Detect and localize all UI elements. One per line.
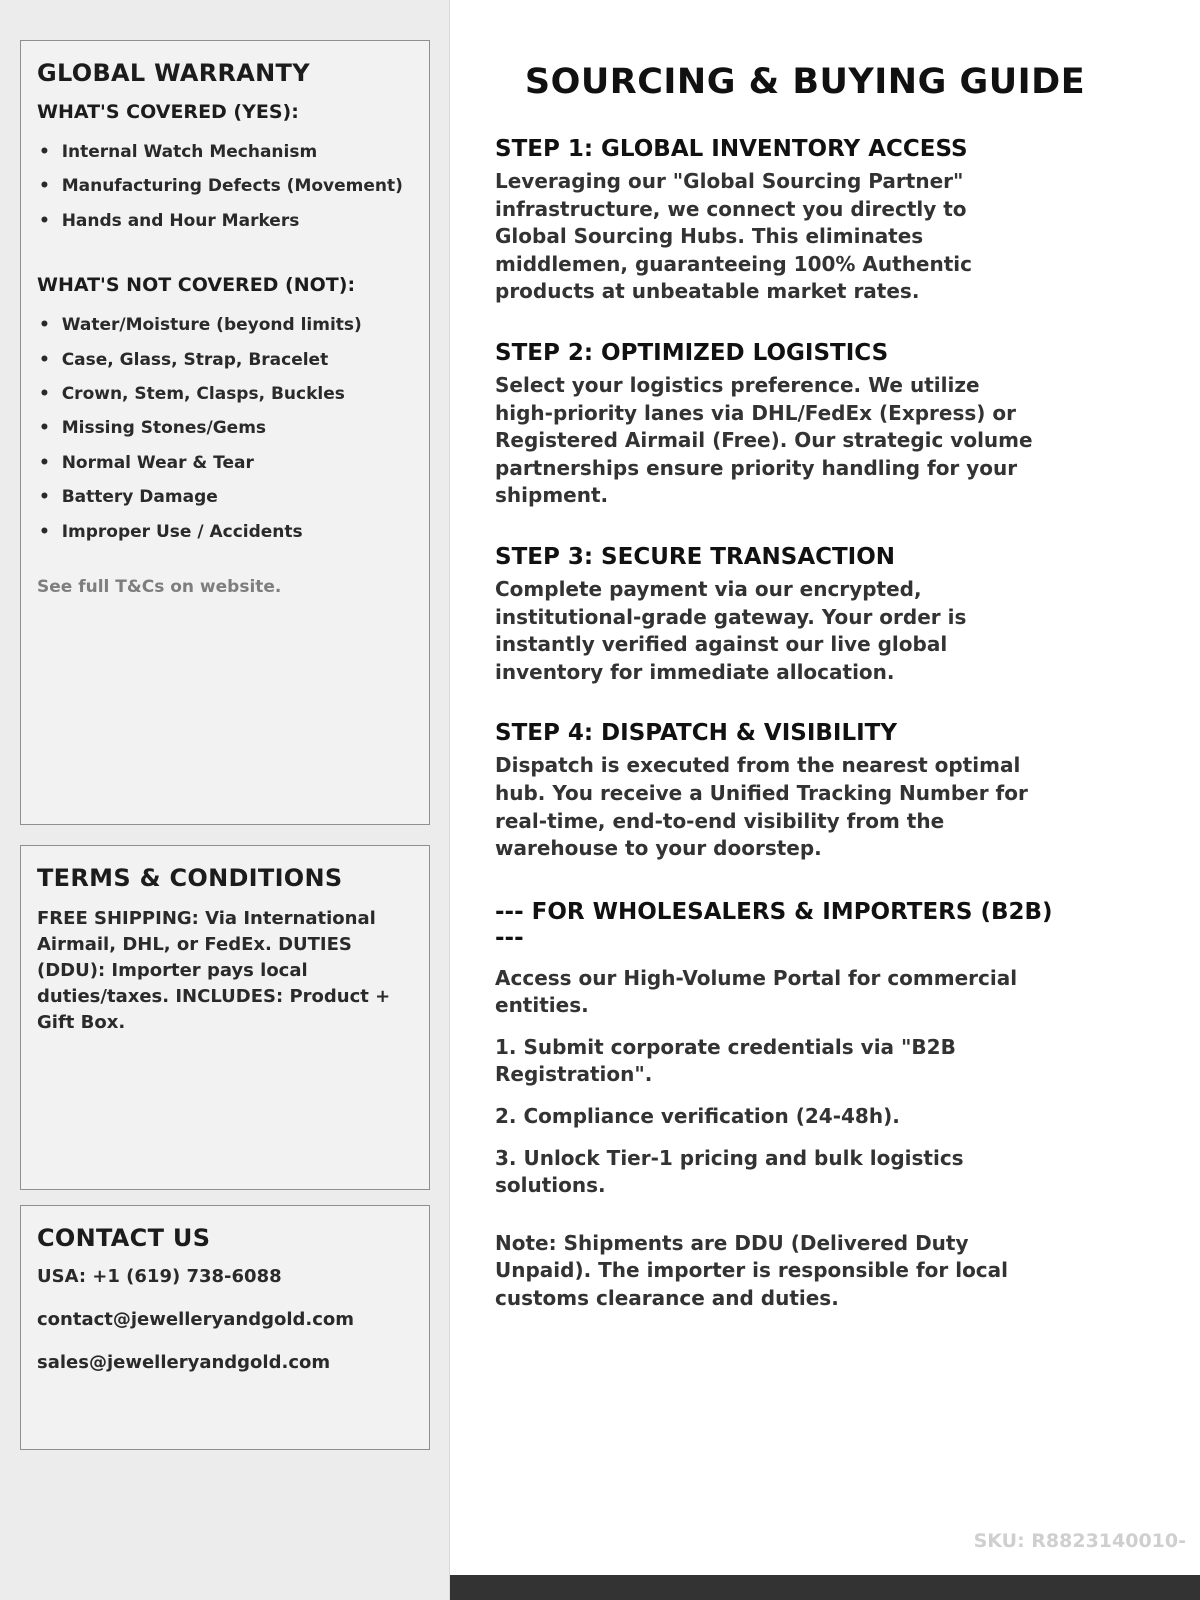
step-3-heading: STEP 3: SECURE TRANSACTION bbox=[495, 543, 896, 570]
warranty-not-covered-heading: WHAT'S NOT COVERED (NOT): bbox=[37, 274, 356, 297]
warranty-not-covered-item: • Improper Use / Accidents bbox=[37, 515, 413, 549]
warranty-not-covered-item: • Case, Glass, Strap, Bracelet bbox=[37, 343, 413, 377]
step-4-body: Dispatch is executed from the nearest optimal hub. You receive a Unified Tracking Number for real-time, end-to-end visibility from the warehouse to your doorstep. bbox=[495, 753, 1028, 861]
warranty-covered-item: • Hands and Hour Markers bbox=[37, 204, 413, 238]
contact-card bbox=[20, 1205, 430, 1450]
bottom-bar bbox=[450, 1575, 1200, 1600]
warranty-not-covered-item: • Water/Moisture (beyond limits) bbox=[37, 308, 413, 342]
warranty-footnote: See full T&Cs on website. bbox=[37, 576, 282, 597]
step-3-body: Complete payment via our encrypted, institutional-grade gateway. Your order is instantly verified against our live global inventory for immediate allocation. bbox=[495, 576, 967, 684]
contact-email-primary: contact@jewelleryandgold.com bbox=[37, 1309, 355, 1330]
contact-title: CONTACT US bbox=[37, 1224, 211, 1252]
step-section-1 bbox=[495, 136, 1040, 306]
b2b-item-1: 1. Submit corporate credentials via "B2B Registration". bbox=[495, 1034, 956, 1087]
warranty-covered-list bbox=[37, 135, 413, 238]
b2b-note: Note: Shipments are DDU (Delivered Duty Unpaid). The importer is responsible for local customs clearance and duties. bbox=[495, 1230, 1009, 1311]
b2b-heading: --- FOR WHOLESALERS & IMPORTERS (B2B) --- bbox=[495, 898, 1053, 951]
warranty-not-covered-list bbox=[37, 308, 413, 549]
warranty-not-covered-item: • Battery Damage bbox=[37, 480, 413, 514]
sku-label: SKU: R8823140010- bbox=[973, 1530, 1186, 1552]
step-2-body: Select your logistics preference. We utilize high-priority lanes via DHL/FedEx (Express) or Registered Airmail (Free). Our strategic volume partnerships ensure priority handling for your shipment. bbox=[495, 372, 1033, 508]
terms-card bbox=[20, 845, 430, 1190]
b2b-item-2: 2. Compliance verification (24-48h). bbox=[495, 1104, 900, 1129]
warranty-covered-item: • Internal Watch Mechanism bbox=[37, 135, 413, 169]
warranty-covered-item: • Manufacturing Defects (Movement) bbox=[37, 169, 413, 203]
warranty-not-covered-item: • Normal Wear & Tear bbox=[37, 446, 413, 480]
step-section-4 bbox=[495, 720, 1040, 862]
b2b-section bbox=[495, 899, 1055, 1313]
step-4-heading: STEP 4: DISPATCH & VISIBILITY bbox=[495, 720, 898, 747]
warranty-title: GLOBAL WARRANTY bbox=[37, 59, 310, 87]
b2b-intro: Access our High-Volume Portal for commercial entities. bbox=[495, 965, 1018, 1018]
step-section-2 bbox=[495, 340, 1040, 510]
terms-body: FREE SHIPPING: Via International Airmail, DHL, or FedEx. DUTIES (DDU): Importer pays local duties/taxes. INCLUDES: Product + Gift Box. bbox=[37, 908, 391, 1034]
contact-phone: USA: +1 (619) 738-6088 bbox=[37, 1266, 282, 1287]
contact-email-sales: sales@jewelleryandgold.com bbox=[37, 1352, 331, 1373]
warranty-not-covered-item: • Missing Stones/Gems bbox=[37, 411, 413, 445]
step-1-body: Leveraging our "Global Sourcing Partner" infrastructure, we connect you directly to Global Sourcing Hubs. This eliminates middlemen, guaranteeing 100% Authentic products at unbeatable market rates. bbox=[495, 169, 973, 304]
step-1-heading: STEP 1: GLOBAL INVENTORY ACCESS bbox=[495, 136, 968, 162]
warranty-not-covered-item: • Crown, Stem, Clasps, Buckles bbox=[37, 377, 413, 411]
warranty-card bbox=[20, 40, 430, 825]
terms-title: TERMS & CONDITIONS bbox=[37, 864, 343, 892]
guide-main bbox=[495, 0, 1155, 1313]
info-sidebar bbox=[0, 0, 450, 1600]
page-title: SOURCING & BUYING GUIDE bbox=[524, 62, 1086, 102]
b2b-item-3: 3. Unlock Tier-1 pricing and bulk logistics solutions. bbox=[495, 1145, 964, 1198]
warranty-covered-heading: WHAT'S COVERED (YES): bbox=[37, 101, 299, 123]
step-section-3 bbox=[495, 544, 1040, 686]
step-2-heading: STEP 2: OPTIMIZED LOGISTICS bbox=[495, 339, 889, 366]
